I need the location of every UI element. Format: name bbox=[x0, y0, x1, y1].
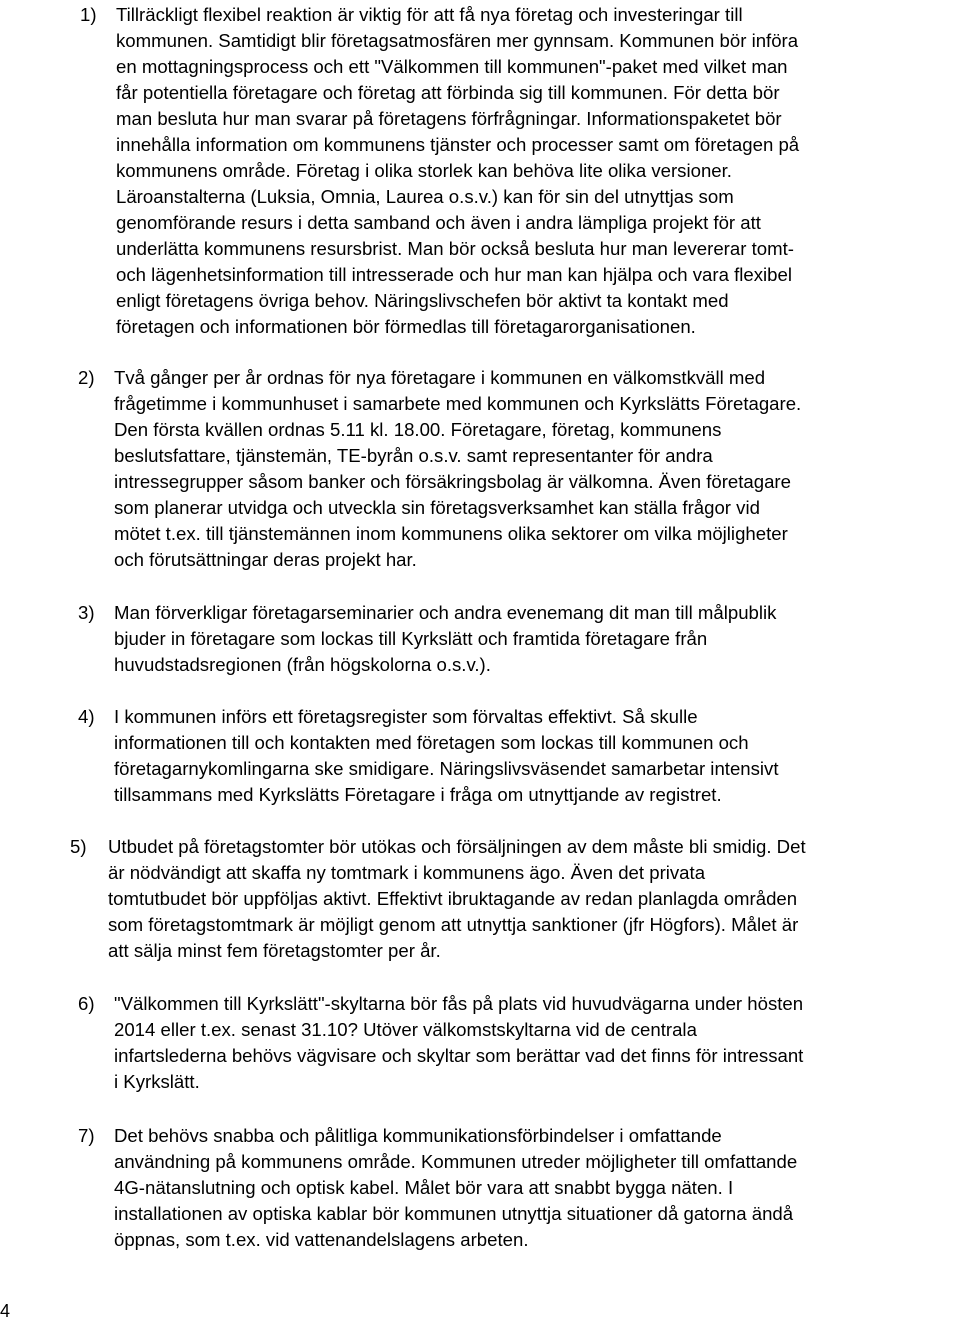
list-item-number: 5) bbox=[70, 836, 87, 857]
list-item-text: Två gånger per år ordnas för nya företagare i kommunen en välkomstkväll med frågetimme i kommunhuset i samarbete med kommunen och Kyrkslätts Företagare. Den första kvällen ordnas 5.11 kl. 18.00. Företagare, företag, kommunens beslutsfattare, tjänstemän, TE-byrån o.s.v. samt representanter för andra intressegrupper såsom banker och försäkringsbolag är välkomna. Även företagare som planerar utvidga och utveckla sin företagsverksamhet kan ställa frågor vid mötet t.ex. till tjänstemännen inom kommunens olika sektorer om vilka möjligheter och förutsättningar deras projekt har. bbox=[114, 367, 802, 570]
list-item-text: Utbudet på företagstomter bör utökas och försäljningen av dem måste bli smidig. Det är nödvändigt att skaffa ny tomtmark i kommunens ägo. Även det privata tomtutbudet bör uppföljas aktivt. Effektivt ibruktagande av redan planlagda områden som företagstomtmark är möjligt genom att utnyttja sanktioner (jfr Högfors). Målet är att sälja minst fem företagstomter per år. bbox=[108, 836, 806, 961]
list-item-number: 3) bbox=[78, 602, 95, 623]
list-item-number: 6) bbox=[78, 993, 95, 1014]
list-item-number: 4) bbox=[78, 706, 95, 727]
list-item-text: "Välkommen till Kyrkslätt"-skyltarna bör fås på plats vid huvudvägarna under hösten 2014 eller t.ex. senast 31.10? Utöver välkomstskyltarna vid de centrala infartslederna behövs vägvisare och skyltar som berättar vad det finns för intressant i Kyrkslätt. bbox=[114, 993, 804, 1092]
list-item-number: 2) bbox=[78, 367, 95, 388]
list-item-text: Tillräckligt flexibel reaktion är viktig för att få nya företag och investeringar till kommunen. Samtidigt blir företagsatmosfären mer gynnsam. Kommunen bör införa en mottagningsprocess och ett "Välkommen till kommunen"-paket med vilket man får potentiella företagare och företag att förbinda sig till kommunen. För detta bör man besluta hur man svarar på företagens förfrågningar. Informationspaketet bör innehålla information om kommunens tjänster och processer samt om företagen på kommunens område. Företag i olika storlek kan behöva lite olika versioner. Läroanstalterna (Luksia, Omnia, Laurea o.s.v.) kan för sin del utnyttjas som genomförande resurs i detta samband och även i andra lämpliga projekt för att underlätta kommunens resursbrist. Man bör också besluta hur man levererar tomt- och lägenhetsinformation till intresserade och hur man kan hjälpa och vara flexibel enligt företagens övriga behov. Näringslivschefen bör aktivt ta kontakt med företagen och informationen bör förmedlas till företagarorganisationen. bbox=[116, 4, 800, 337]
list-item-number: 7) bbox=[78, 1125, 95, 1146]
list-item-text: Det behövs snabba och pålitliga kommunikationsförbindelser i omfattande användning på kommunens område. Kommunen utreder möjligheter till omfattande 4G-nätanslutning och optisk kabel. Målet bör vara att snabbt bygga näten. I installationen av optiska kablar bör kommunen utnyttja situationer då gatorna ändå öppnas, som t.ex. vid vattenandelslagens arbeten. bbox=[114, 1125, 798, 1250]
list-item-text: Man förverkligar företagarseminarier och andra evenemang dit man till målpublik bjuder in företagare som lockas till Kyrkslätt och framtida företagare från huvudstadsregionen (från högskolorna o.s.v.). bbox=[114, 602, 777, 675]
page-number: 4 bbox=[0, 1301, 11, 1321]
list-item-number: 1) bbox=[80, 4, 97, 25]
list-item-text: I kommunen införs ett företagsregister som förvaltas effektivt. Så skulle informationen till och kontakten med företagen som lockas till kommunen och företagarnykomlingarna ske smidigare. Näringslivsväsendet samarbetar intensivt tillsammans med Kyrkslätts Företagare i fråga om utnyttjande av registret. bbox=[114, 706, 779, 805]
